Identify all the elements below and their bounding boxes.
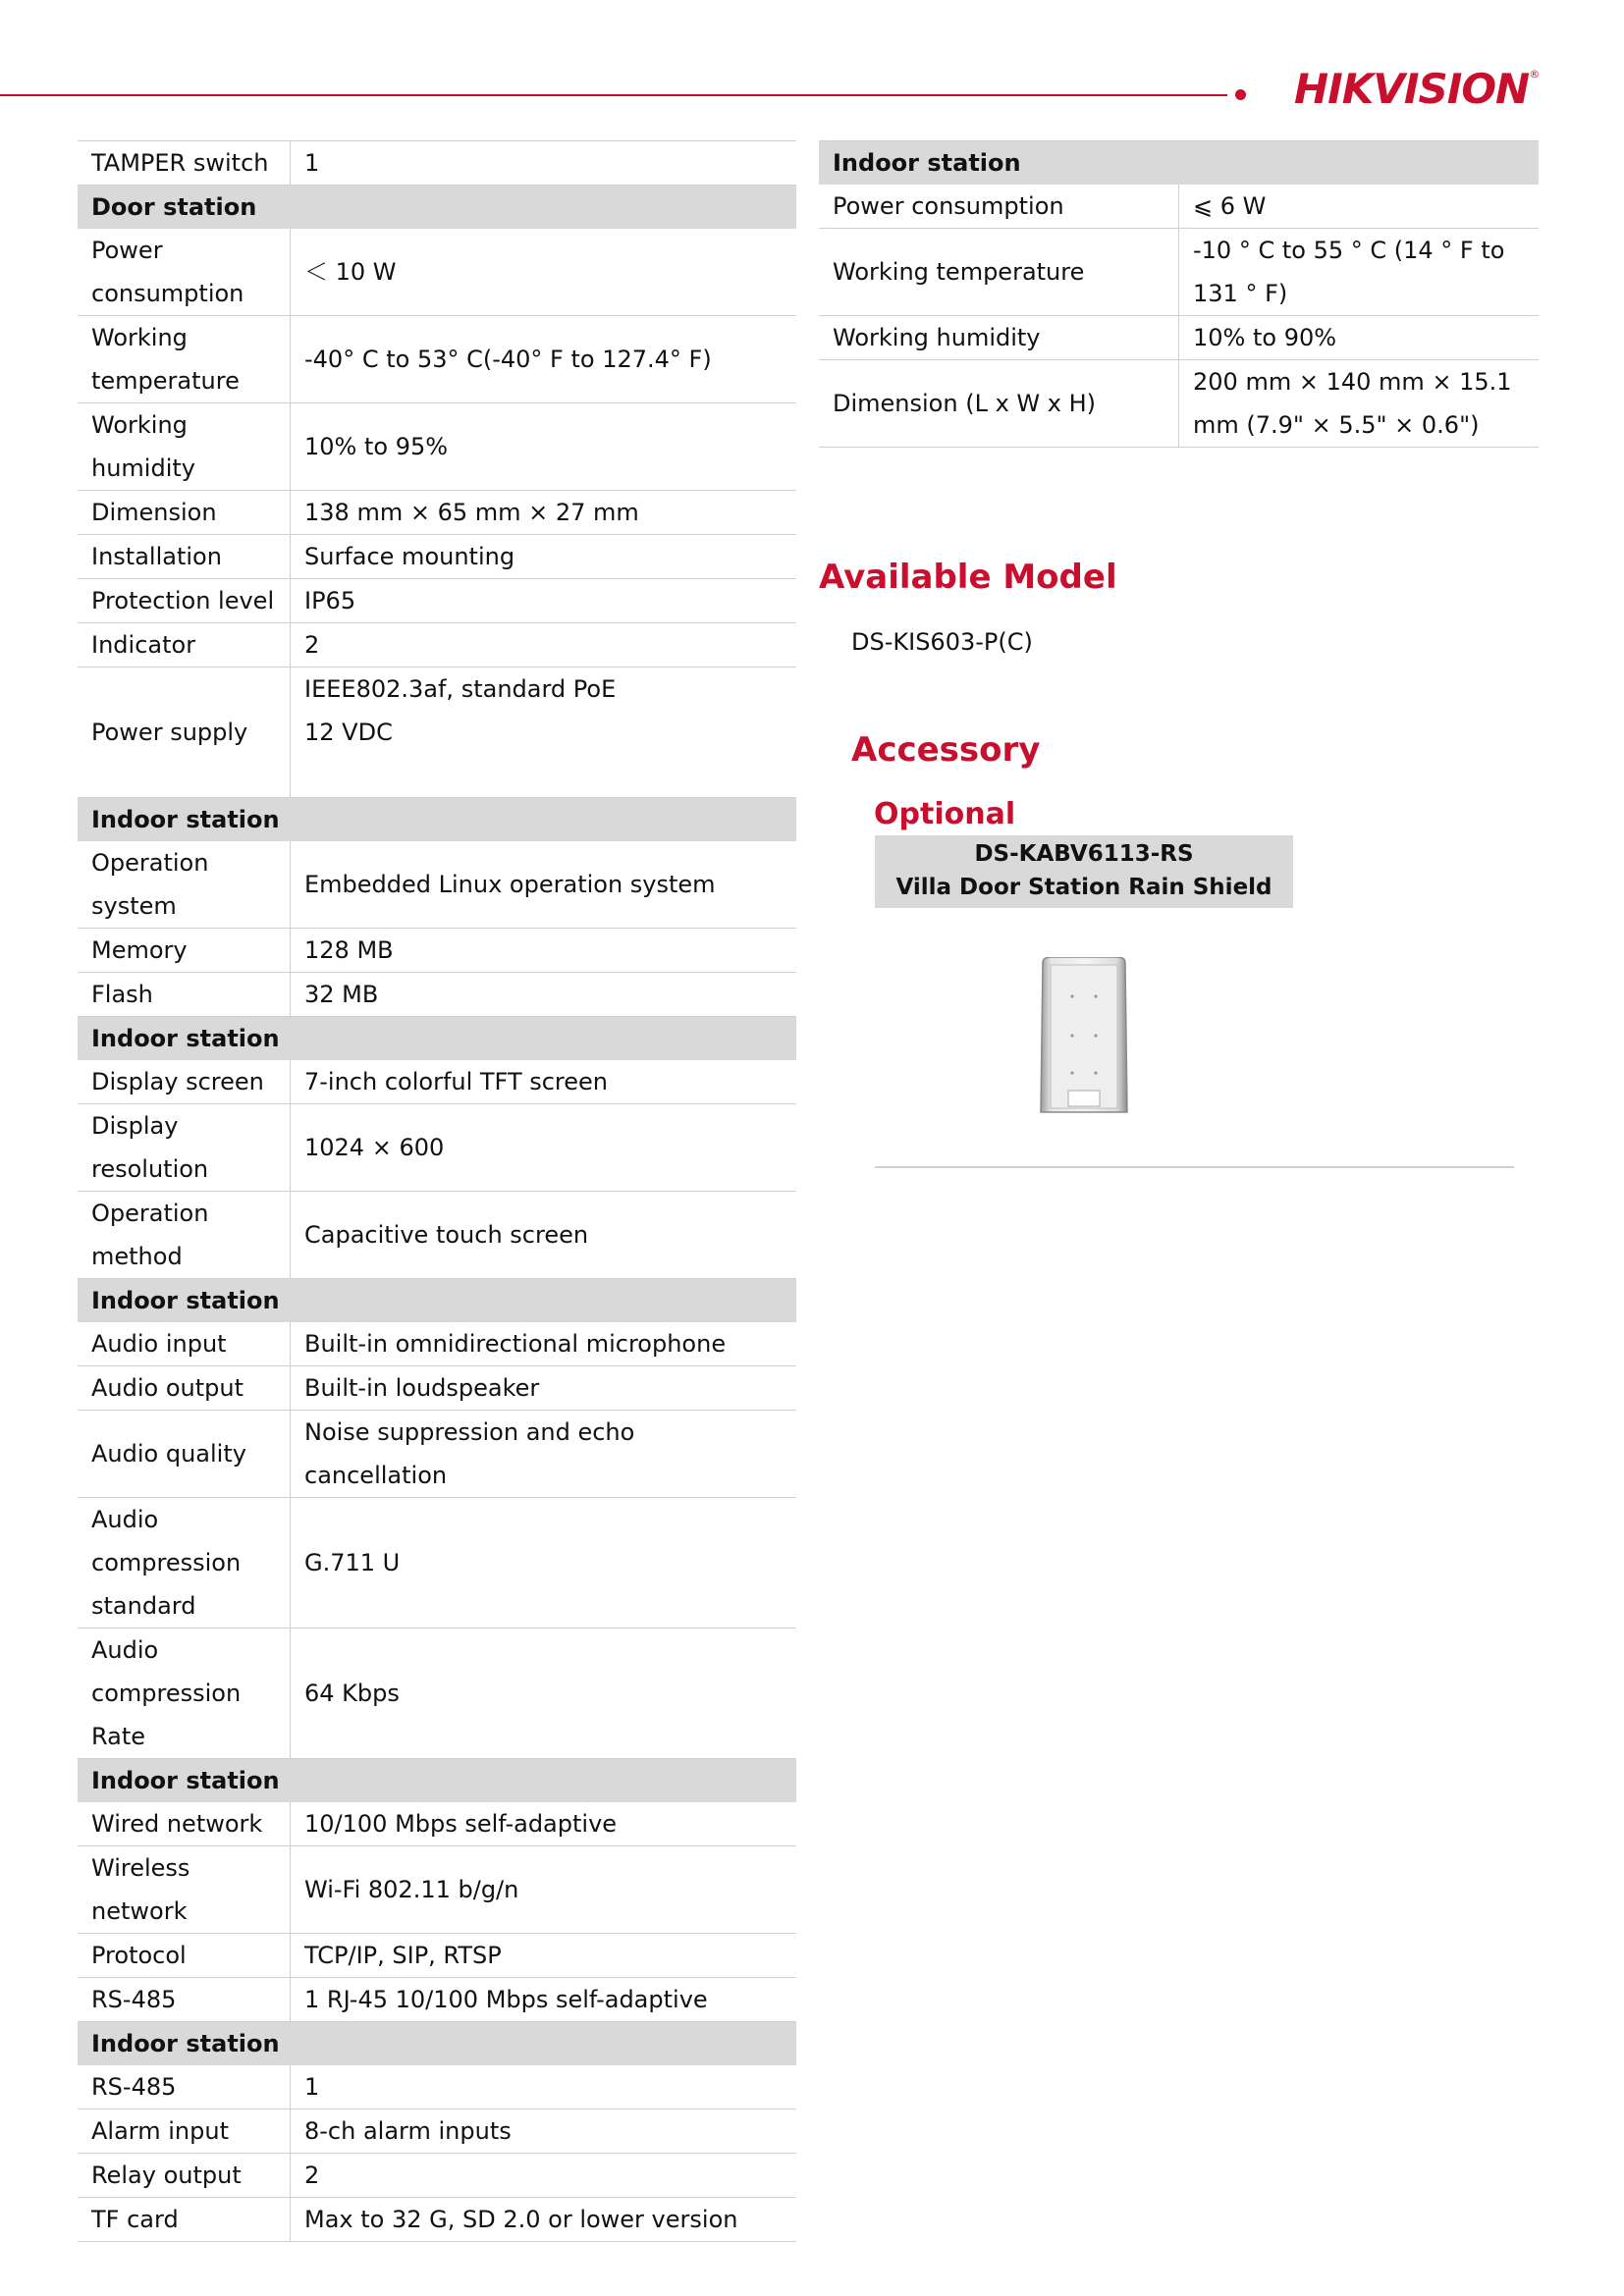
section-header-row (78, 186, 796, 230)
spec-value: Embedded Linux operation system (291, 841, 797, 929)
spec-value: Capacitive touch screen (291, 1192, 797, 1279)
spec-value: 8-ch alarm inputs (291, 2109, 797, 2154)
section-title: Indoor station (78, 798, 796, 842)
spec-value: Wi-Fi 802.11 b/g/n (291, 1846, 797, 1934)
spec-key: Alarm input (78, 2109, 291, 2154)
spec-row (78, 491, 796, 535)
spec-key: Wireless network (78, 1846, 291, 1934)
spec-value: 7-inch colorful TFT screen (291, 1060, 797, 1104)
spec-key: Display resolution (78, 1104, 291, 1192)
spec-row (78, 1366, 796, 1411)
spec-value: 1 (291, 2065, 797, 2109)
spec-table-right (819, 140, 1539, 448)
accessory-divider (875, 1166, 1514, 1168)
spec-row (78, 1629, 796, 1759)
spec-value: IP65 (291, 579, 797, 623)
accessory-code: DS-KABV6113-RS (974, 841, 1194, 867)
section-title: Indoor station (819, 141, 1539, 186)
spec-row (78, 1411, 796, 1498)
accessory-title-box (875, 835, 1293, 908)
spec-row (819, 229, 1539, 316)
spec-value: 10% to 95% (291, 403, 797, 491)
spec-value: 200 mm × 140 mm × 15.1 mm (7.9" × 5.5" × 0.6") (1179, 360, 1540, 448)
spec-key: Indicator (78, 623, 291, 667)
spec-key: TAMPER switch (78, 141, 291, 186)
section-title: Indoor station (78, 2022, 796, 2066)
spec-row (78, 623, 796, 667)
spec-key: Dimension (L x W x H) (819, 360, 1179, 448)
spec-row (819, 360, 1539, 448)
spec-value: -40° C to 53° C(-40° F to 127.4° F) (291, 316, 797, 403)
spec-row (78, 2154, 796, 2198)
spec-value: IEEE802.3af, standard PoE 12 VDC (291, 667, 797, 798)
section-header-row (78, 1279, 796, 1323)
spec-value: Max to 32 G, SD 2.0 or lower version (291, 2198, 797, 2242)
spec-key: Memory (78, 929, 291, 973)
spec-key: Installation (78, 535, 291, 579)
spec-key: Power supply (78, 667, 291, 798)
spec-key: RS-485 (78, 1978, 291, 2022)
spec-row (78, 929, 796, 973)
spec-row (78, 1846, 796, 1934)
rain-shield-image (1037, 957, 1131, 1116)
spec-key: Operation method (78, 1192, 291, 1279)
spec-value: 128 MB (291, 929, 797, 973)
available-model-heading: Available Model (819, 558, 1117, 597)
hikvision-logo: HIKVISION® (1294, 65, 1540, 113)
spec-value: Noise suppression and echo cancellation (291, 1411, 797, 1498)
spec-key: Protection level (78, 579, 291, 623)
spec-row (78, 2198, 796, 2242)
spec-key: Power consumption (819, 185, 1179, 229)
spec-value: Built-in loudspeaker (291, 1366, 797, 1411)
spec-key: Audio output (78, 1366, 291, 1411)
spec-row (78, 229, 796, 316)
spec-key: Power consumption (78, 229, 291, 316)
spec-value: G.711 U (291, 1498, 797, 1629)
spec-value: 138 mm × 65 mm × 27 mm (291, 491, 797, 535)
spec-row (78, 1104, 796, 1192)
spec-row (819, 316, 1539, 360)
spec-key: Working humidity (819, 316, 1179, 360)
spec-value: ⩽ 6 W (1179, 185, 1540, 229)
spec-row (78, 1322, 796, 1366)
spec-value: 10% to 90% (1179, 316, 1540, 360)
spec-value: TCP/IP, SIP, RTSP (291, 1934, 797, 1978)
spec-value: ＜ 10 W (291, 229, 797, 316)
spec-row (78, 1192, 796, 1279)
spec-key: Working humidity (78, 403, 291, 491)
section-header-row (78, 798, 796, 842)
section-header-row (78, 2022, 796, 2066)
spec-key: Dimension (78, 491, 291, 535)
spec-row (78, 2065, 796, 2109)
spec-key: RS-485 (78, 2065, 291, 2109)
spec-row (78, 973, 796, 1017)
spec-row (78, 2109, 796, 2154)
spec-key: Audio compression Rate (78, 1629, 291, 1759)
section-header-row (78, 1017, 796, 1061)
spec-row (78, 1802, 796, 1846)
spec-row (78, 535, 796, 579)
section-header-row (78, 1759, 796, 1803)
spec-key: Flash (78, 973, 291, 1017)
spec-key: Wired network (78, 1802, 291, 1846)
section-header-row (819, 141, 1539, 186)
model-number: DS-KIS603-P(C) (851, 628, 1033, 656)
spec-key: Operation system (78, 841, 291, 929)
section-title: Indoor station (78, 1759, 796, 1803)
spec-row (78, 667, 796, 798)
spec-row (78, 141, 796, 186)
spec-row (819, 185, 1539, 229)
spec-key: Audio input (78, 1322, 291, 1366)
spec-key: Protocol (78, 1934, 291, 1978)
spec-value: 32 MB (291, 973, 797, 1017)
spec-row (78, 841, 796, 929)
spec-key: Working temperature (819, 229, 1179, 316)
optional-heading: Optional (874, 797, 1016, 831)
spec-table-left (78, 140, 796, 2242)
spec-key: Working temperature (78, 316, 291, 403)
section-title: Indoor station (78, 1017, 796, 1061)
spec-value: 2 (291, 623, 797, 667)
section-title: Door station (78, 186, 796, 230)
spec-value: 10/100 Mbps self-adaptive (291, 1802, 797, 1846)
spec-value: 1 RJ-45 10/100 Mbps self-adaptive (291, 1978, 797, 2022)
spec-value: 1 (291, 141, 797, 186)
spec-row (78, 316, 796, 403)
spec-value: Surface mounting (291, 535, 797, 579)
header-rule (0, 94, 1227, 96)
spec-key: Audio quality (78, 1411, 291, 1498)
spec-key: Relay output (78, 2154, 291, 2198)
accessory-name: Villa Door Station Rain Shield (895, 875, 1272, 900)
header-rule-dot (1235, 89, 1246, 100)
spec-row (78, 403, 796, 491)
spec-key: TF card (78, 2198, 291, 2242)
spec-row (78, 1978, 796, 2022)
spec-value: 64 Kbps (291, 1629, 797, 1759)
accessory-heading: Accessory (851, 730, 1041, 770)
spec-value: -10 ° C to 55 ° C (14 ° F to 131 ° F) (1179, 229, 1540, 316)
section-title: Indoor station (78, 1279, 796, 1323)
spec-row (78, 1498, 796, 1629)
spec-value: Built-in omnidirectional microphone (291, 1322, 797, 1366)
spec-row (78, 1060, 796, 1104)
spec-row (78, 1934, 796, 1978)
spec-value: 2 (291, 2154, 797, 2198)
spec-value: 1024 × 600 (291, 1104, 797, 1192)
spec-row (78, 579, 796, 623)
spec-key: Display screen (78, 1060, 291, 1104)
spec-key: Audio compression standard (78, 1498, 291, 1629)
